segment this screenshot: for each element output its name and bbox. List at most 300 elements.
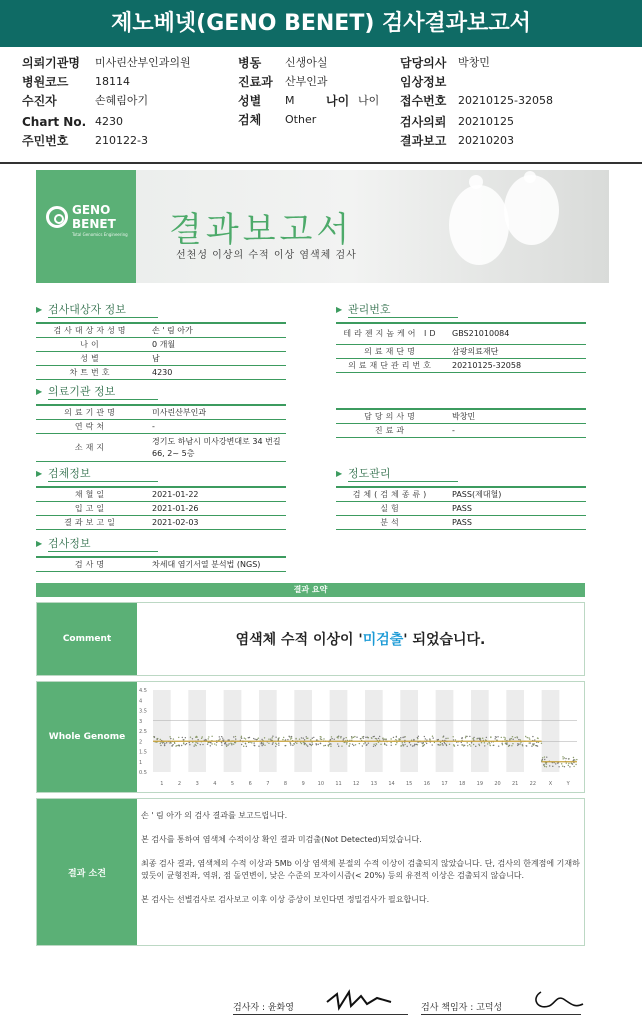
copy-number-point (506, 742, 507, 743)
copy-number-point (254, 739, 255, 740)
row-value: 2021-01-26 (152, 504, 199, 513)
copy-number-point (278, 742, 279, 743)
copy-number-point (353, 737, 354, 738)
copy-number-point (344, 742, 345, 743)
logo-text: BENET (72, 217, 116, 231)
copy-number-point (498, 745, 499, 746)
copy-number-point (166, 742, 167, 743)
copy-number-point (301, 737, 302, 738)
copy-number-point (564, 757, 565, 758)
copy-number-point (189, 742, 190, 743)
table-row (36, 352, 286, 366)
copy-number-point (258, 746, 259, 747)
copy-number-point (429, 739, 430, 740)
copy-number-point (445, 738, 446, 739)
copy-number-point (160, 745, 161, 746)
copy-number-point (528, 737, 529, 738)
copy-number-point (221, 745, 222, 746)
copy-number-point (208, 736, 209, 737)
section-title: 검사정보 (48, 537, 91, 550)
copy-number-point (171, 745, 172, 746)
copy-number-point (417, 737, 418, 738)
copy-number-point (253, 738, 254, 739)
x-tick-label: X (548, 781, 553, 787)
row-label: 진료과 (374, 426, 408, 435)
copy-number-point (313, 737, 314, 738)
copy-number-point (366, 745, 367, 746)
copy-number-point (306, 738, 307, 739)
genome-block (36, 681, 585, 793)
copy-number-point (413, 739, 414, 740)
y-tick-label: 4 (139, 698, 143, 705)
result-paragraph: 최종 검사 결과, 염색체의 수적 이상과 5Mb 이상 염색체 분절의 수적 이상이 검출되지 않았습니다. 단, 검사의 한계점에 기재하였듯이 균형전좌, 역위, 점 돌연변이, 낮은 수준의 모자이시즘(< 20%) 등의 유전적 이상은 검출되지 않습니다. (141, 859, 580, 880)
copy-number-point (192, 738, 193, 739)
x-tick-label: 2 (177, 781, 182, 787)
copy-number-point (418, 736, 419, 737)
copy-number-point (575, 764, 576, 765)
copy-number-point (310, 744, 311, 745)
copy-number-point (574, 759, 575, 760)
copy-number-point (385, 739, 386, 740)
copy-number-point (225, 742, 226, 743)
copy-number-point (365, 742, 366, 743)
copy-number-point (233, 736, 234, 737)
copy-number-point (205, 739, 206, 740)
table-row (36, 516, 286, 530)
copy-number-point (164, 743, 165, 744)
comment-text: 염색체 수적 이상이 '미검출' 되었습니다. (235, 632, 486, 648)
copy-number-point (511, 745, 512, 746)
copy-number-point (323, 738, 324, 739)
copy-number-point (497, 736, 498, 737)
copy-number-point (352, 744, 353, 745)
row-label: 연락처 (74, 422, 108, 431)
logo-icon (46, 206, 68, 228)
copy-number-point (278, 744, 279, 745)
copy-number-point (320, 738, 321, 739)
copy-number-point (289, 742, 290, 743)
copy-number-point (248, 742, 249, 743)
copy-number-point (353, 745, 354, 746)
copy-number-point (301, 743, 302, 744)
copy-number-point (424, 736, 425, 737)
copy-number-point (517, 745, 518, 746)
copy-number-point (376, 738, 377, 739)
copy-number-point (256, 739, 257, 740)
copy-number-point (208, 738, 209, 739)
copy-number-point (330, 743, 331, 744)
copy-number-point (245, 743, 246, 744)
copy-number-point (512, 739, 513, 740)
row-value: 2021-02-03 (152, 518, 199, 527)
x-tick-label: 3 (195, 781, 199, 787)
copy-number-point (549, 765, 550, 766)
copy-number-point (424, 744, 425, 745)
row-label: 검체(검체종류) (352, 490, 430, 499)
copy-number-point (502, 744, 503, 745)
copy-number-point (221, 742, 222, 743)
copy-number-point (384, 744, 385, 745)
copy-number-point (442, 744, 443, 745)
copy-number-point (362, 745, 363, 746)
copy-number-point (516, 736, 517, 737)
copy-number-point (182, 737, 183, 738)
row-value: 0 개월 (152, 340, 176, 349)
copy-number-point (331, 736, 332, 737)
copy-number-point (465, 737, 466, 738)
section-title: 검사대상자 정보 (48, 303, 126, 316)
table-row (336, 502, 586, 516)
copy-number-point (378, 738, 379, 739)
copy-number-point (414, 744, 415, 745)
copy-number-point (471, 742, 472, 743)
copy-number-point (291, 737, 292, 738)
copy-number-point (380, 744, 381, 745)
copy-number-point (462, 737, 463, 738)
section-test (36, 536, 286, 572)
copy-number-point (170, 742, 171, 743)
copy-number-point (233, 743, 234, 744)
copy-number-point (564, 766, 565, 767)
copy-number-point (568, 765, 569, 766)
copy-number-point (383, 739, 384, 740)
report-title: 제노베넷(GENO BENET) 검사결과보고서 (0, 0, 642, 47)
table-row (36, 366, 286, 380)
copy-number-point (261, 743, 262, 744)
copy-number-point (455, 739, 456, 740)
table-row (36, 558, 286, 572)
y-tick-label: 1.5 (139, 749, 147, 756)
copy-number-point (402, 742, 403, 743)
copy-number-point (409, 742, 410, 743)
x-tick-label: 14 (388, 781, 395, 787)
y-tick-label: 3 (139, 718, 143, 725)
copy-number-point (490, 745, 491, 746)
x-tick-label: 13 (370, 781, 378, 787)
copy-number-point (263, 744, 264, 745)
copy-number-point (210, 742, 211, 743)
chromosome-band (471, 690, 489, 772)
copy-number-point (219, 736, 220, 737)
copy-number-point (223, 739, 224, 740)
row-value: 손 ' 림 아가 (152, 326, 193, 335)
copy-number-point (343, 738, 344, 739)
copy-number-point (467, 742, 468, 743)
info-value: 산부인과 (285, 75, 328, 88)
copy-number-point (470, 745, 471, 746)
copy-number-point (514, 737, 515, 738)
info-key: 접수번호 (400, 94, 447, 108)
copy-number-point (316, 739, 317, 740)
copy-number-point (235, 742, 236, 743)
copy-number-point (432, 736, 433, 737)
table-row (336, 488, 586, 502)
copy-number-point (179, 745, 180, 746)
row-label: 채혈일 (74, 490, 108, 499)
copy-number-point (235, 738, 236, 739)
copy-number-point (490, 736, 491, 737)
copy-number-point (227, 739, 228, 740)
copy-number-point (307, 745, 308, 746)
copy-number-point (479, 738, 480, 739)
copy-number-point (478, 744, 479, 745)
copy-number-point (403, 745, 404, 746)
row-value: 남 (152, 354, 160, 363)
copy-number-point (484, 745, 485, 746)
copy-number-point (169, 736, 170, 737)
copy-number-point (253, 742, 254, 743)
copy-number-point (275, 743, 276, 744)
copy-number-point (254, 745, 255, 746)
info-value: Other (285, 113, 317, 126)
copy-number-point (518, 744, 519, 745)
copy-number-point (533, 744, 534, 745)
copy-number-point (505, 737, 506, 738)
copy-number-point (467, 745, 468, 746)
row-label: 실험 (380, 504, 402, 513)
copy-number-point (508, 746, 509, 747)
copy-number-point (154, 736, 155, 737)
row-label: 의료기관명 (64, 408, 118, 417)
copy-number-point (446, 744, 447, 745)
copy-number-point (306, 744, 307, 745)
info-key: 주민번호 (22, 134, 69, 148)
copy-number-point (395, 739, 396, 740)
section-title: 의료기관 정보 (48, 385, 116, 398)
copy-number-point (178, 737, 179, 738)
copy-number-point (321, 739, 322, 740)
copy-number-point (373, 736, 374, 737)
copy-number-point (349, 743, 350, 744)
copy-number-point (464, 745, 465, 746)
copy-number-point (305, 743, 306, 744)
copy-number-point (251, 742, 252, 743)
copy-number-point (402, 737, 403, 738)
row-label: 입고일 (74, 504, 108, 513)
copy-number-point (396, 736, 397, 737)
copy-number-point (197, 742, 198, 743)
copy-number-point (425, 738, 426, 739)
copy-number-point (264, 737, 265, 738)
copy-number-point (379, 736, 380, 737)
info-key: 나이 (326, 94, 350, 108)
copy-number-point (449, 744, 450, 745)
copy-number-point (375, 745, 376, 746)
copy-number-point (268, 743, 269, 744)
genome-label: Whole Genome (37, 682, 137, 792)
copy-number-point (504, 739, 505, 740)
copy-number-point (283, 737, 284, 738)
row-value: PASS(제대혈) (452, 490, 502, 499)
copy-number-point (294, 743, 295, 744)
examiner-signature (233, 1000, 294, 1013)
copy-number-point (485, 739, 486, 740)
copy-number-point (545, 762, 546, 763)
copy-number-point (444, 743, 445, 744)
copy-number-point (443, 736, 444, 737)
copy-number-point (542, 757, 543, 758)
copy-number-point (290, 744, 291, 745)
row-label: 나이 (80, 340, 102, 349)
copy-number-point (195, 745, 196, 746)
copy-number-point (244, 738, 245, 739)
copy-number-point (303, 737, 304, 738)
copy-number-point (461, 744, 462, 745)
y-tick-label: 1 (139, 759, 143, 766)
copy-number-point (288, 736, 289, 737)
copy-number-point (390, 738, 391, 739)
copy-number-point (503, 737, 504, 738)
copy-number-point (292, 745, 293, 746)
info-key: 임상정보 (400, 75, 447, 89)
copy-number-point (272, 736, 273, 737)
copy-number-point (473, 744, 474, 745)
copy-number-point (543, 764, 544, 765)
copy-number-point (299, 738, 300, 739)
copy-number-point (442, 743, 443, 744)
copy-number-point (526, 745, 527, 746)
copy-number-point (410, 744, 411, 745)
copy-number-point (185, 737, 186, 738)
copy-number-point (211, 743, 212, 744)
row-value: PASS (452, 518, 472, 527)
copy-number-point (444, 742, 445, 743)
copy-number-point (532, 736, 533, 737)
copy-number-point (351, 737, 352, 738)
copy-number-point (245, 738, 246, 739)
row-label: 검사명 (74, 560, 108, 569)
row-label: 분석 (380, 518, 402, 527)
copy-number-point (325, 745, 326, 746)
table-row (36, 406, 286, 420)
table-row (36, 502, 286, 516)
copy-number-point (195, 744, 196, 745)
copy-number-point (573, 766, 574, 767)
copy-number-point (231, 743, 232, 744)
info-value: 박창민 (458, 56, 490, 69)
copy-number-point (317, 744, 318, 745)
copy-number-point (557, 762, 558, 763)
chromosome-band (436, 690, 454, 772)
info-key: 결과보고 (400, 134, 447, 148)
y-tick-label: 0.5 (139, 770, 147, 776)
copy-number-point (340, 737, 341, 738)
copy-number-point (544, 756, 545, 757)
copy-number-point (469, 744, 470, 745)
table-row (336, 410, 586, 424)
copy-number-point (248, 737, 249, 738)
copy-number-point (527, 737, 528, 738)
copy-number-point (413, 745, 414, 746)
result-paragraph: 손 ' 림 아가 의 검사 결과를 보고드립니다. (141, 811, 288, 820)
copy-number-point (323, 745, 324, 746)
section-manage (336, 302, 586, 373)
copy-number-point (190, 736, 191, 737)
copy-number-point (282, 739, 283, 740)
row-value: 박창민 (452, 412, 476, 421)
copy-number-point (320, 743, 321, 744)
copy-number-point (320, 736, 321, 737)
copy-number-point (386, 744, 387, 745)
row-value: 4230 (152, 368, 173, 377)
copy-number-point (472, 738, 473, 739)
logo-subtext: Total Genomics Engineering (72, 232, 128, 237)
copy-number-point (426, 739, 427, 740)
copy-number-point (306, 736, 307, 737)
copy-number-point (296, 743, 297, 744)
copy-number-point (275, 746, 276, 747)
copy-number-point (216, 744, 217, 745)
info-value: 20210203 (458, 134, 514, 147)
copy-number-point (346, 743, 347, 744)
copy-number-point (365, 737, 366, 738)
row-value: 차세대 염기서열 분석법 (NGS) (152, 560, 261, 569)
copy-number-point (376, 743, 377, 744)
supervisor-signature (421, 1000, 502, 1013)
info-key: 검체 (238, 113, 262, 127)
copy-number-point (534, 739, 535, 740)
info-key: 검사의뢰 (400, 115, 447, 129)
copy-number-point (195, 742, 196, 743)
copy-number-point (404, 736, 405, 737)
section-specimen (36, 466, 286, 530)
copy-number-point (312, 738, 313, 739)
copy-number-point (175, 745, 176, 746)
info-key: 성별 (238, 94, 262, 108)
copy-number-point (272, 744, 273, 745)
copy-number-point (452, 736, 453, 737)
info-value: 210122-3 (95, 134, 148, 147)
info-value: 4230 (95, 115, 123, 128)
copy-number-point (356, 737, 357, 738)
copy-number-point (501, 743, 502, 744)
copy-number-point (338, 746, 339, 747)
copy-number-point (304, 739, 305, 740)
x-tick-label: 17 (441, 781, 448, 787)
section-title: 검체정보 (48, 467, 91, 480)
info-key: 병동 (238, 56, 262, 70)
copy-number-point (295, 738, 296, 739)
result-block (36, 798, 585, 946)
copy-number-point (506, 744, 507, 745)
section-institution (36, 384, 286, 462)
copy-number-point (401, 745, 402, 746)
copy-number-point (509, 738, 510, 739)
genobenet-logo (36, 170, 136, 283)
copy-number-point (200, 744, 201, 745)
copy-number-point (439, 744, 440, 745)
x-tick-label: 21 (511, 781, 519, 787)
section-title: 관리번호 (348, 303, 391, 316)
x-tick-label: 22 (529, 781, 537, 787)
table-row (336, 359, 586, 373)
row-label: 테라젠지놈케어 ID (343, 329, 439, 338)
copy-number-point (227, 744, 228, 745)
copy-number-point (519, 743, 520, 744)
x-tick-label: 11 (335, 781, 342, 787)
copy-number-point (375, 738, 376, 739)
chromosome-band (400, 690, 418, 772)
copy-number-point (160, 743, 161, 744)
copy-number-point (406, 746, 407, 747)
copy-number-point (287, 739, 288, 740)
copy-number-point (384, 743, 385, 744)
copy-number-point (484, 742, 485, 743)
copy-number-point (368, 737, 369, 738)
copy-number-point (558, 766, 559, 767)
copy-number-point (183, 742, 184, 743)
copy-number-point (373, 746, 374, 747)
